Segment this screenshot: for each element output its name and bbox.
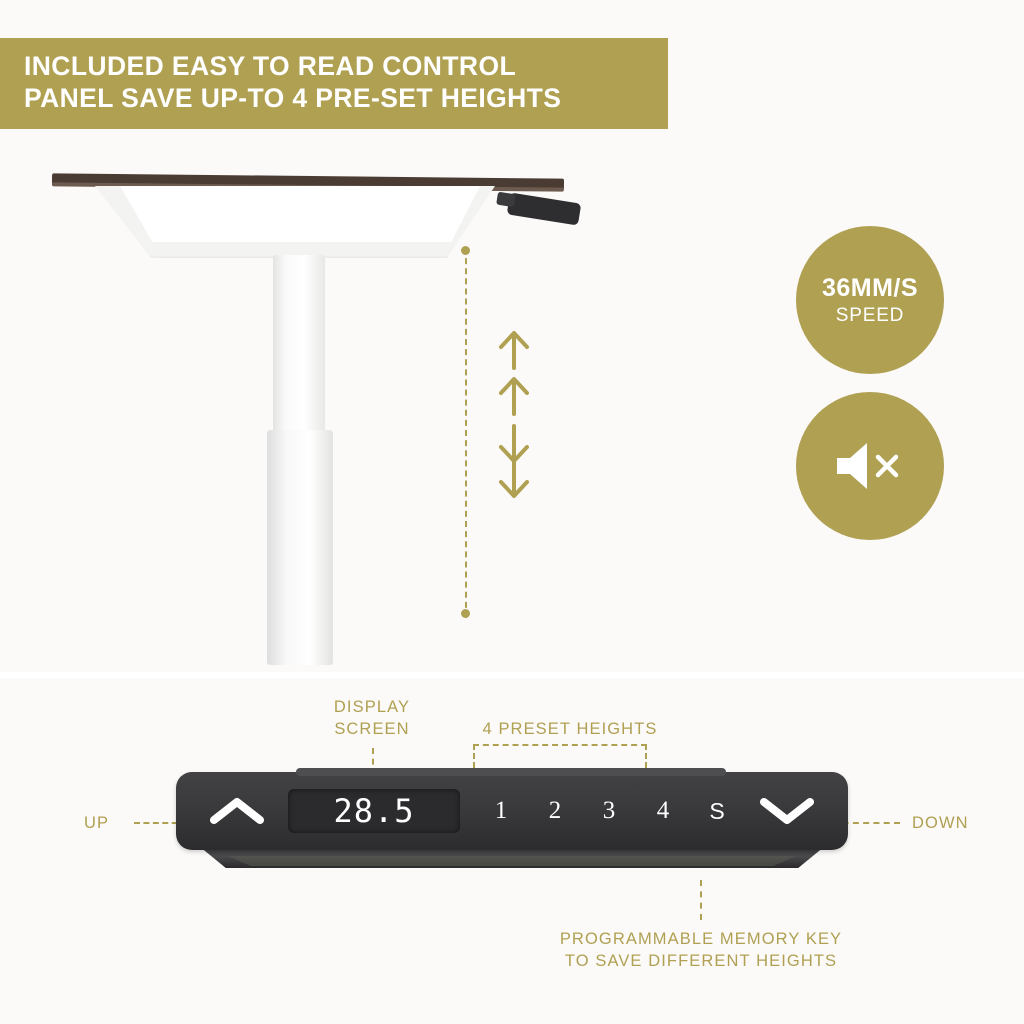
- travel-range-line: [465, 248, 467, 618]
- badge-quiet: [796, 392, 944, 540]
- travel-arrow-stack: [492, 328, 536, 500]
- preset-keys: [474, 797, 744, 825]
- display-height-value: 28.5: [333, 792, 415, 830]
- badge-speed-value: 36MM/S: [821, 273, 919, 302]
- leader-memory-key: [700, 880, 702, 920]
- control-panel-base-shadow: [228, 856, 796, 866]
- preset-key-1[interactable]: 1: [494, 797, 508, 824]
- label-up: UP: [84, 814, 110, 832]
- desk-leg-lower: [267, 430, 333, 665]
- headline-band: [0, 38, 668, 129]
- up-button[interactable]: [194, 796, 280, 826]
- headline-line-2: PANEL SAVE UP-TO 4 PRE-SET HEIGHTS: [24, 83, 562, 114]
- chevron-up-icon: [210, 796, 264, 826]
- travel-range-dot-top: [461, 246, 470, 255]
- mounted-controller: [507, 193, 582, 226]
- down-button[interactable]: [744, 796, 830, 826]
- badge-speed-label: SPEED: [835, 304, 905, 326]
- label-display-screen: [298, 696, 446, 741]
- up-down-arrows-icon: [492, 328, 536, 500]
- control-panel-keys-row: [176, 772, 848, 850]
- label-memory-key-line1: PROGRAMMABLE MEMORY KEY: [559, 930, 843, 948]
- display-screen: [288, 789, 460, 833]
- travel-range-dot-bottom: [461, 609, 470, 618]
- label-down: DOWN: [912, 814, 969, 832]
- desk-underframe-highlight: [120, 186, 480, 242]
- label-memory-key-line2: TO SAVE DIFFERENT HEIGHTS: [564, 952, 838, 971]
- memory-key[interactable]: S: [709, 797, 725, 824]
- preset-key-2[interactable]: 2: [548, 797, 562, 824]
- speaker-mute-icon: [831, 435, 909, 497]
- bracket-preset-heights: [473, 744, 647, 768]
- chevron-down-icon: [760, 796, 814, 826]
- preset-key-3[interactable]: 3: [602, 797, 616, 824]
- label-display-screen-line1: DISPLAY: [333, 698, 411, 716]
- label-display-screen-line2: SCREEN: [334, 720, 410, 739]
- label-memory-key: [510, 928, 892, 973]
- badge-speed: [796, 226, 944, 374]
- label-preset-heights: 4 PRESET HEIGHTS: [482, 720, 658, 738]
- control-panel: [176, 772, 848, 868]
- preset-key-4[interactable]: 4: [656, 797, 670, 824]
- headline-line-1: INCLUDED EASY TO READ CONTROL: [24, 51, 517, 81]
